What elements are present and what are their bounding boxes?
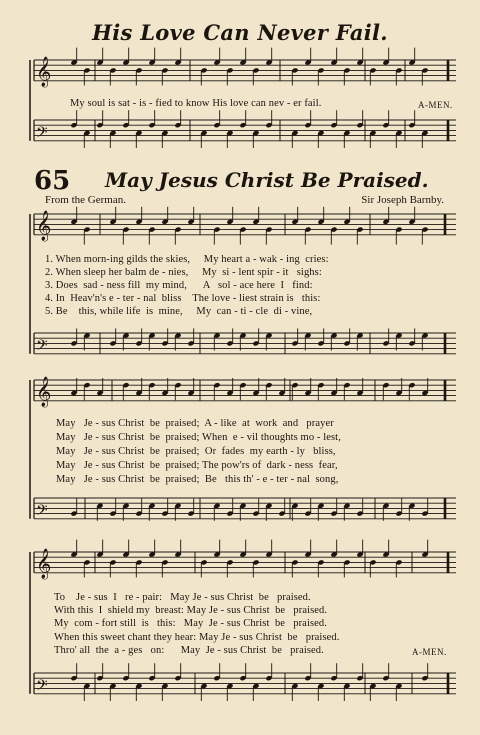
verse-line-2: 2. When sleep her balm de - nies, My si - lent spir - it sighs: <box>45 267 322 278</box>
refrain-line-1: May Je - sus Christ be praised; A - like at work and prayer <box>56 418 334 429</box>
final-amen: A-MEN. <box>412 647 447 657</box>
treble-clef-icon: 𝄞 <box>36 56 52 87</box>
final-line-2: With this I shield my breast: May Je - sus Christ be praised. <box>54 605 328 616</box>
bass-clef-icon: 𝄢 <box>36 676 48 698</box>
previous-hymn-title: His Love Can Never Fail. <box>92 20 388 45</box>
hymn-number: 65 <box>34 166 71 196</box>
verse-line-3: 3. Does sad - ness fill my mind, A sol - ace here I find: <box>45 280 313 291</box>
hymn-source: From the German. <box>45 194 126 206</box>
bass-clef-icon: 𝄢 <box>36 501 48 523</box>
final-line-3: My com - fort still is this: May Je - sus Christ be praised. <box>54 618 327 629</box>
final-line-4: When this sweet chant they hear: May Je - sus Christ be praised. <box>54 632 340 643</box>
hymn-title: May Jesus Christ Be Praised. <box>105 168 429 192</box>
treble-clef-icon: 𝄞 <box>36 548 52 579</box>
refrain-line-4: May Je - sus Christ be praised; The pow'rs of dark - ness fear, <box>56 460 338 471</box>
previous-hymn-lyric: My soul is sat - is - fied to know His love can nev - er fail. <box>70 98 322 109</box>
verse-line-5: 5. Be this, while life is mine, My can - ti - cle di - vine, <box>45 306 313 317</box>
treble-clef-icon: 𝄞 <box>36 210 52 241</box>
bass-clef-icon: 𝄢 <box>36 336 48 358</box>
refrain-line-5: May Je - sus Christ be praised; Be this th' - e - ter - nal song, <box>56 474 339 485</box>
final-line-1: To Je - sus I re - pair: May Je - sus Christ be praised. <box>54 592 311 603</box>
refrain-line-3: May Je - sus Christ be praised; Or fades my earth - ly bliss, <box>56 446 336 457</box>
hymn-composer: Sir Joseph Barnby. <box>361 194 444 206</box>
refrain-line-2: May Je - sus Christ be praised; When e - vil thoughts mo - lest, <box>56 432 341 443</box>
final-line-5: Thro' all the a - ges on: May Je - sus Christ be praised. <box>54 645 324 656</box>
bass-clef-icon: 𝄢 <box>36 123 48 145</box>
previous-hymn-amen: A-MEN. <box>418 100 453 110</box>
treble-clef-icon: 𝄞 <box>36 376 52 407</box>
verse-line-4: 4. In Heav'n's e - ter - nal bliss The love - liest strain is this: <box>45 293 321 304</box>
verse-line-1: 1. When morn-ing gilds the skies, My heart a - wak - ing cries: <box>45 254 329 265</box>
